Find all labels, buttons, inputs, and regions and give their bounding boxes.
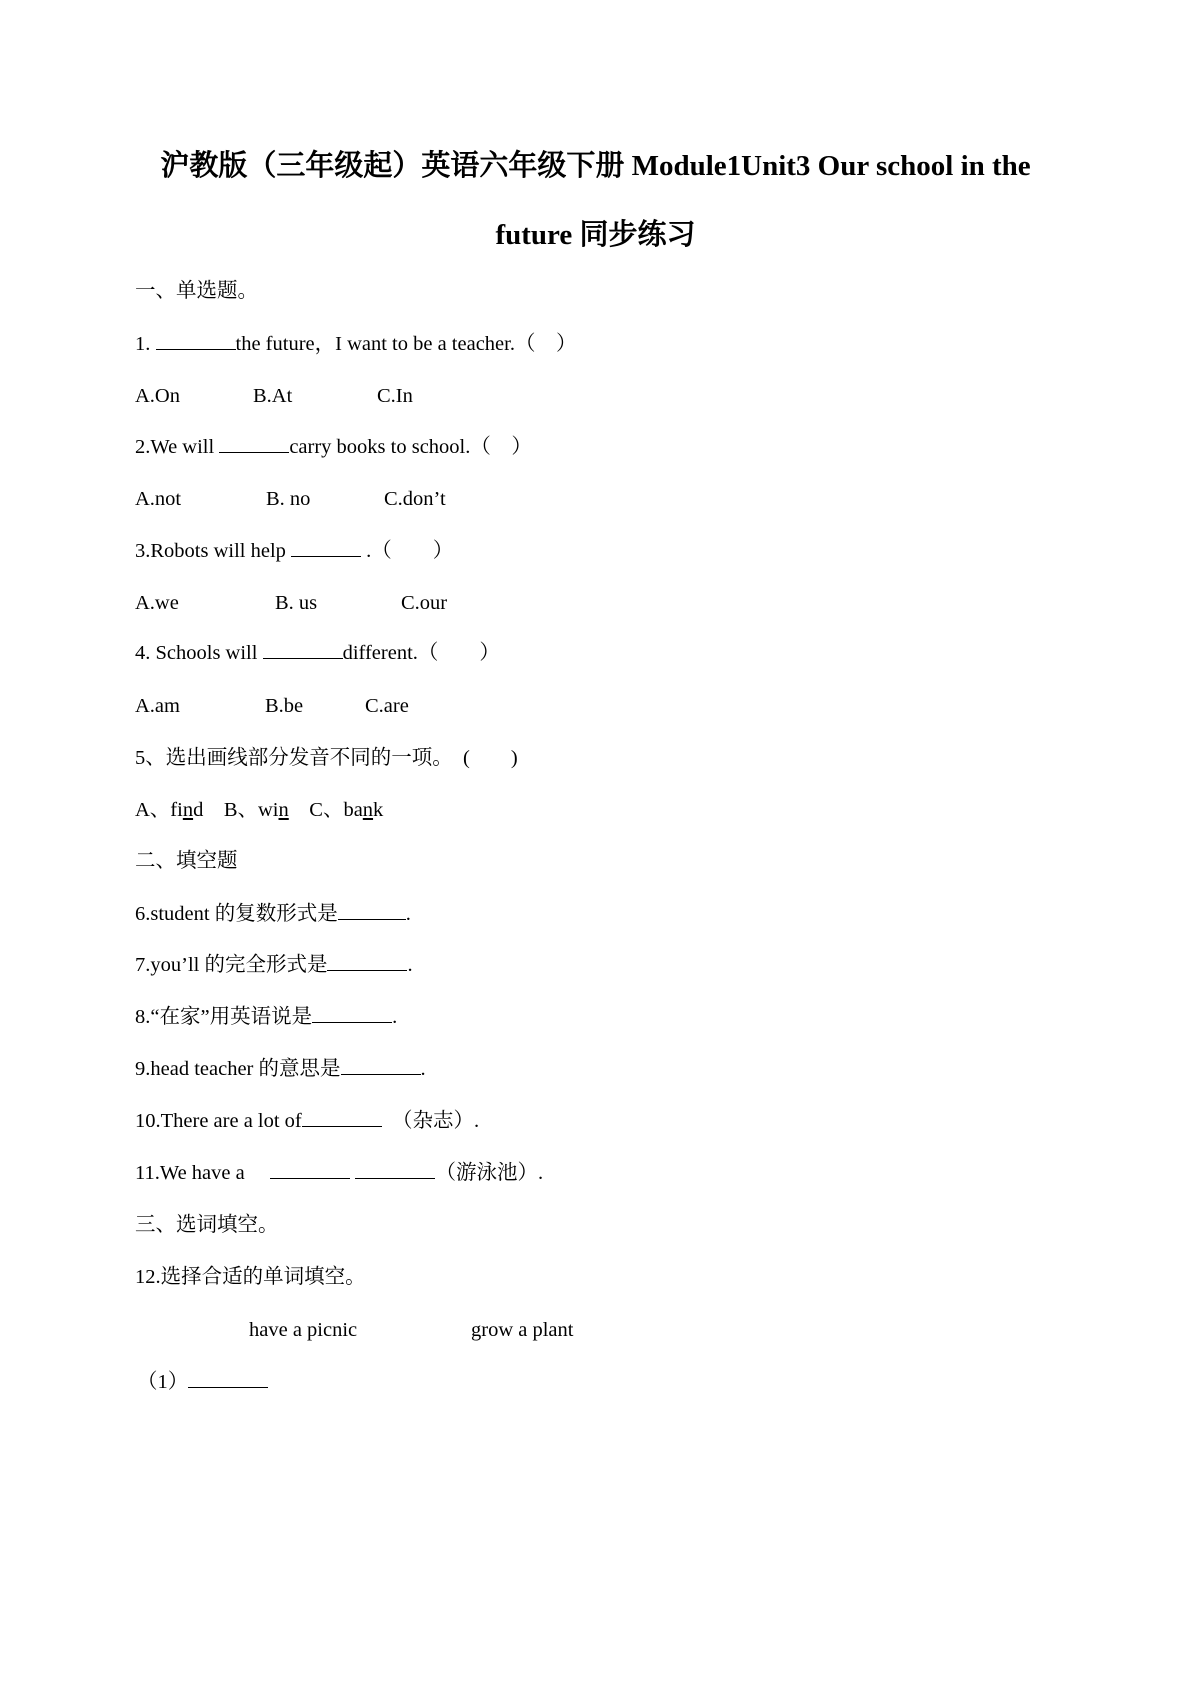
sub-question-1: （1） <box>137 1369 268 1395</box>
question-5: 5、选出画线部分发音不同的一项。 ( ) <box>135 747 518 769</box>
question-4: 4. Schools will different.（ ） <box>135 642 500 664</box>
answer-blank[interactable] <box>270 1160 350 1179</box>
question-12: 12.选择合适的单词填空。 <box>135 1266 366 1288</box>
options-4: A.am B.be C.are <box>135 695 409 717</box>
answer-blank[interactable] <box>338 901 406 920</box>
question-2: 2.We will carry books to school.（ ） <box>135 436 532 458</box>
options-3: A.we B. us C.our <box>135 592 448 614</box>
question-7: 7.you’ll 的完全形式是 . <box>135 954 413 976</box>
question-10: 10.There are a lot of （杂志）. <box>135 1110 480 1132</box>
question-1: 1. the future，I want to be a teacher.（ ） <box>135 333 577 355</box>
answer-blank[interactable] <box>341 1056 421 1075</box>
answer-blank[interactable] <box>302 1108 382 1127</box>
section-heading: 二、填空题 <box>135 850 238 872</box>
answer-blank[interactable] <box>291 538 361 557</box>
title-line-2: future 同步练习 <box>495 219 696 251</box>
answer-blank[interactable] <box>327 952 407 971</box>
word-bank <box>249 1317 573 1343</box>
answer-blank[interactable] <box>156 331 236 350</box>
question-8: 8.“在家”用英语说是 . <box>135 1006 398 1028</box>
options-5: A、find B、win C、bank <box>135 799 384 821</box>
answer-blank[interactable] <box>263 640 343 659</box>
answer-blank[interactable] <box>312 1004 392 1023</box>
section-heading: 一、单选题。 <box>135 280 258 302</box>
question-3: 3.Robots will help .（ ） <box>135 540 454 562</box>
answer-blank[interactable] <box>188 1369 268 1388</box>
answer-blank[interactable] <box>219 434 289 453</box>
question-9: 9.head teacher 的意思是 . <box>135 1058 426 1080</box>
word-option: grow a plant <box>471 1319 574 1341</box>
options-2: A.not B. no C.don’t <box>135 488 446 510</box>
word-option: have a picnic <box>249 1319 358 1341</box>
question-11: 11.We have a （游泳池）. <box>135 1162 544 1184</box>
question-6: 6.student 的复数形式是 . <box>135 903 411 925</box>
title-line-1: 沪教版（三年级起）英语六年级下册 Module1Unit3 Our school in the <box>160 150 1031 182</box>
answer-blank[interactable] <box>355 1160 435 1179</box>
section-heading: 三、选词填空。 <box>135 1214 279 1236</box>
options-1: A.On B.At C.In <box>135 385 413 407</box>
